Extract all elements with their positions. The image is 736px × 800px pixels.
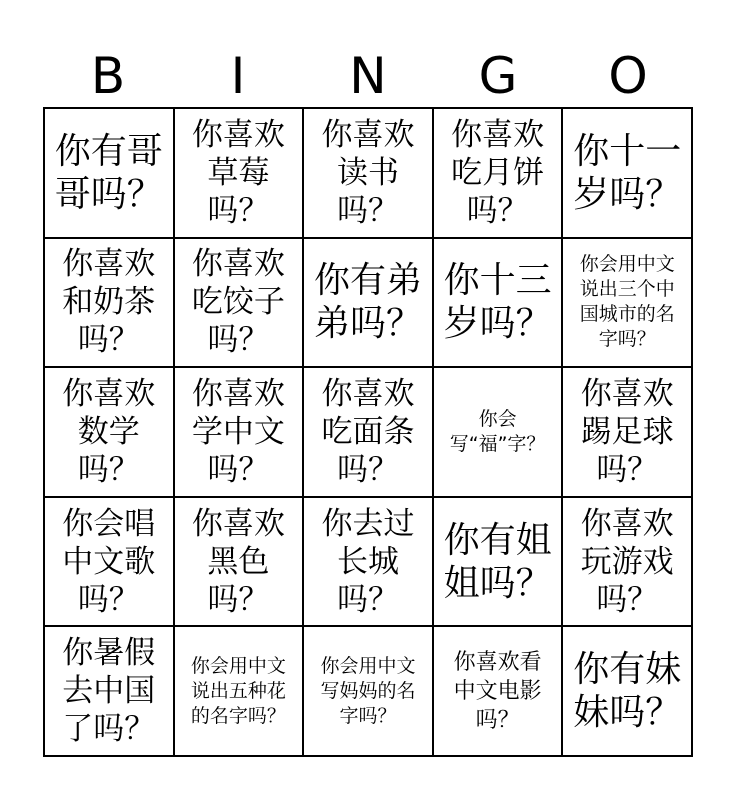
bingo-cell-r5c5[interactable]	[562, 626, 692, 756]
cell-text: 你十三 岁吗？	[443, 260, 552, 345]
cell-text: 你喜欢 数学 吗？	[62, 375, 156, 488]
bingo-cell-r3c2[interactable]	[174, 367, 304, 497]
cell-text: 你有姐 姐吗？	[443, 519, 552, 604]
bingo-cell-r2c5[interactable]	[562, 238, 692, 368]
cell-text: 你喜欢 吃月饼 吗？	[451, 116, 545, 229]
bingo-header	[43, 47, 693, 105]
header-letter-g: G	[478, 47, 518, 105]
bingo-cell-r1c2[interactable]	[174, 108, 304, 238]
bingo-cell-r1c3[interactable]	[303, 108, 433, 238]
bingo-cell-r2c2[interactable]	[174, 238, 304, 368]
cell-text: 你喜欢 吃饺子 吗？	[191, 246, 285, 359]
bingo-cell-r4c4[interactable]	[433, 497, 563, 627]
cell-text: 你喜欢 学中文 吗？	[191, 375, 285, 488]
bingo-cell-r1c4[interactable]	[433, 108, 563, 238]
bingo-cell-r4c2[interactable]	[174, 497, 304, 627]
bingo-card-grid	[43, 107, 693, 757]
cell-text: 你有弟 弟吗？	[313, 260, 422, 345]
cell-text: 你会用中文 说出三个中 国城市的名 字吗？	[579, 253, 675, 351]
bingo-cell-r2c1[interactable]	[44, 238, 174, 368]
bingo-cell-r1c5[interactable]	[562, 108, 692, 238]
bingo-cell-r3c5[interactable]	[562, 367, 692, 497]
bingo-cell-r5c4[interactable]	[433, 626, 563, 756]
bingo-cell-r5c2[interactable]	[174, 626, 304, 756]
cell-text: 你喜欢 读书 吗？	[321, 116, 415, 229]
cell-text: 你喜欢 黑色 吗？	[191, 505, 285, 618]
cell-text: 你十一 岁吗？	[573, 130, 682, 215]
cell-text: 你会用中文 说出五种花 的名字吗？	[190, 654, 286, 727]
cell-text: 你喜欢看 中文电影 吗？	[453, 649, 542, 733]
cell-text: 你喜欢 草莓 吗？	[191, 116, 285, 229]
header-letter-i: I	[230, 47, 246, 105]
cell-text: 你会 写“福”字？	[449, 407, 546, 455]
bingo-cell-r5c3[interactable]	[303, 626, 433, 756]
cell-text: 你会用中文 写妈妈的名 字吗？	[320, 654, 416, 727]
bingo-cell-r3c3[interactable]	[303, 367, 433, 497]
cell-text: 你会唱 中文歌 吗？	[62, 505, 156, 618]
cell-text: 你去过 长城 吗？	[321, 505, 415, 618]
cell-text: 你有妹 妹吗？	[573, 649, 682, 734]
bingo-cell-r3c4[interactable]	[433, 367, 563, 497]
header-letter-o: O	[608, 47, 648, 105]
bingo-cell-r4c3[interactable]	[303, 497, 433, 627]
cell-text: 你喜欢 吃面条 吗？	[321, 375, 415, 488]
bingo-cell-r2c4[interactable]	[433, 238, 563, 368]
cell-text: 你喜欢 和奶茶 吗？	[62, 246, 156, 359]
bingo-cell-r4c1[interactable]	[44, 497, 174, 627]
cell-text: 你暑假 去中国 了吗？	[62, 635, 156, 748]
cell-text: 你有哥 哥吗？	[54, 130, 163, 215]
cell-text: 你喜欢 玩游戏 吗？	[580, 505, 674, 618]
bingo-cell-r4c5[interactable]	[562, 497, 692, 627]
bingo-cell-r1c1[interactable]	[44, 108, 174, 238]
bingo-cell-r2c3[interactable]	[303, 238, 433, 368]
bingo-cell-r5c1[interactable]	[44, 626, 174, 756]
cell-text: 你喜欢 踢足球 吗？	[580, 375, 674, 488]
header-letter-n: N	[349, 47, 387, 105]
bingo-cell-r3c1[interactable]	[44, 367, 174, 497]
header-letter-b: B	[90, 47, 126, 105]
